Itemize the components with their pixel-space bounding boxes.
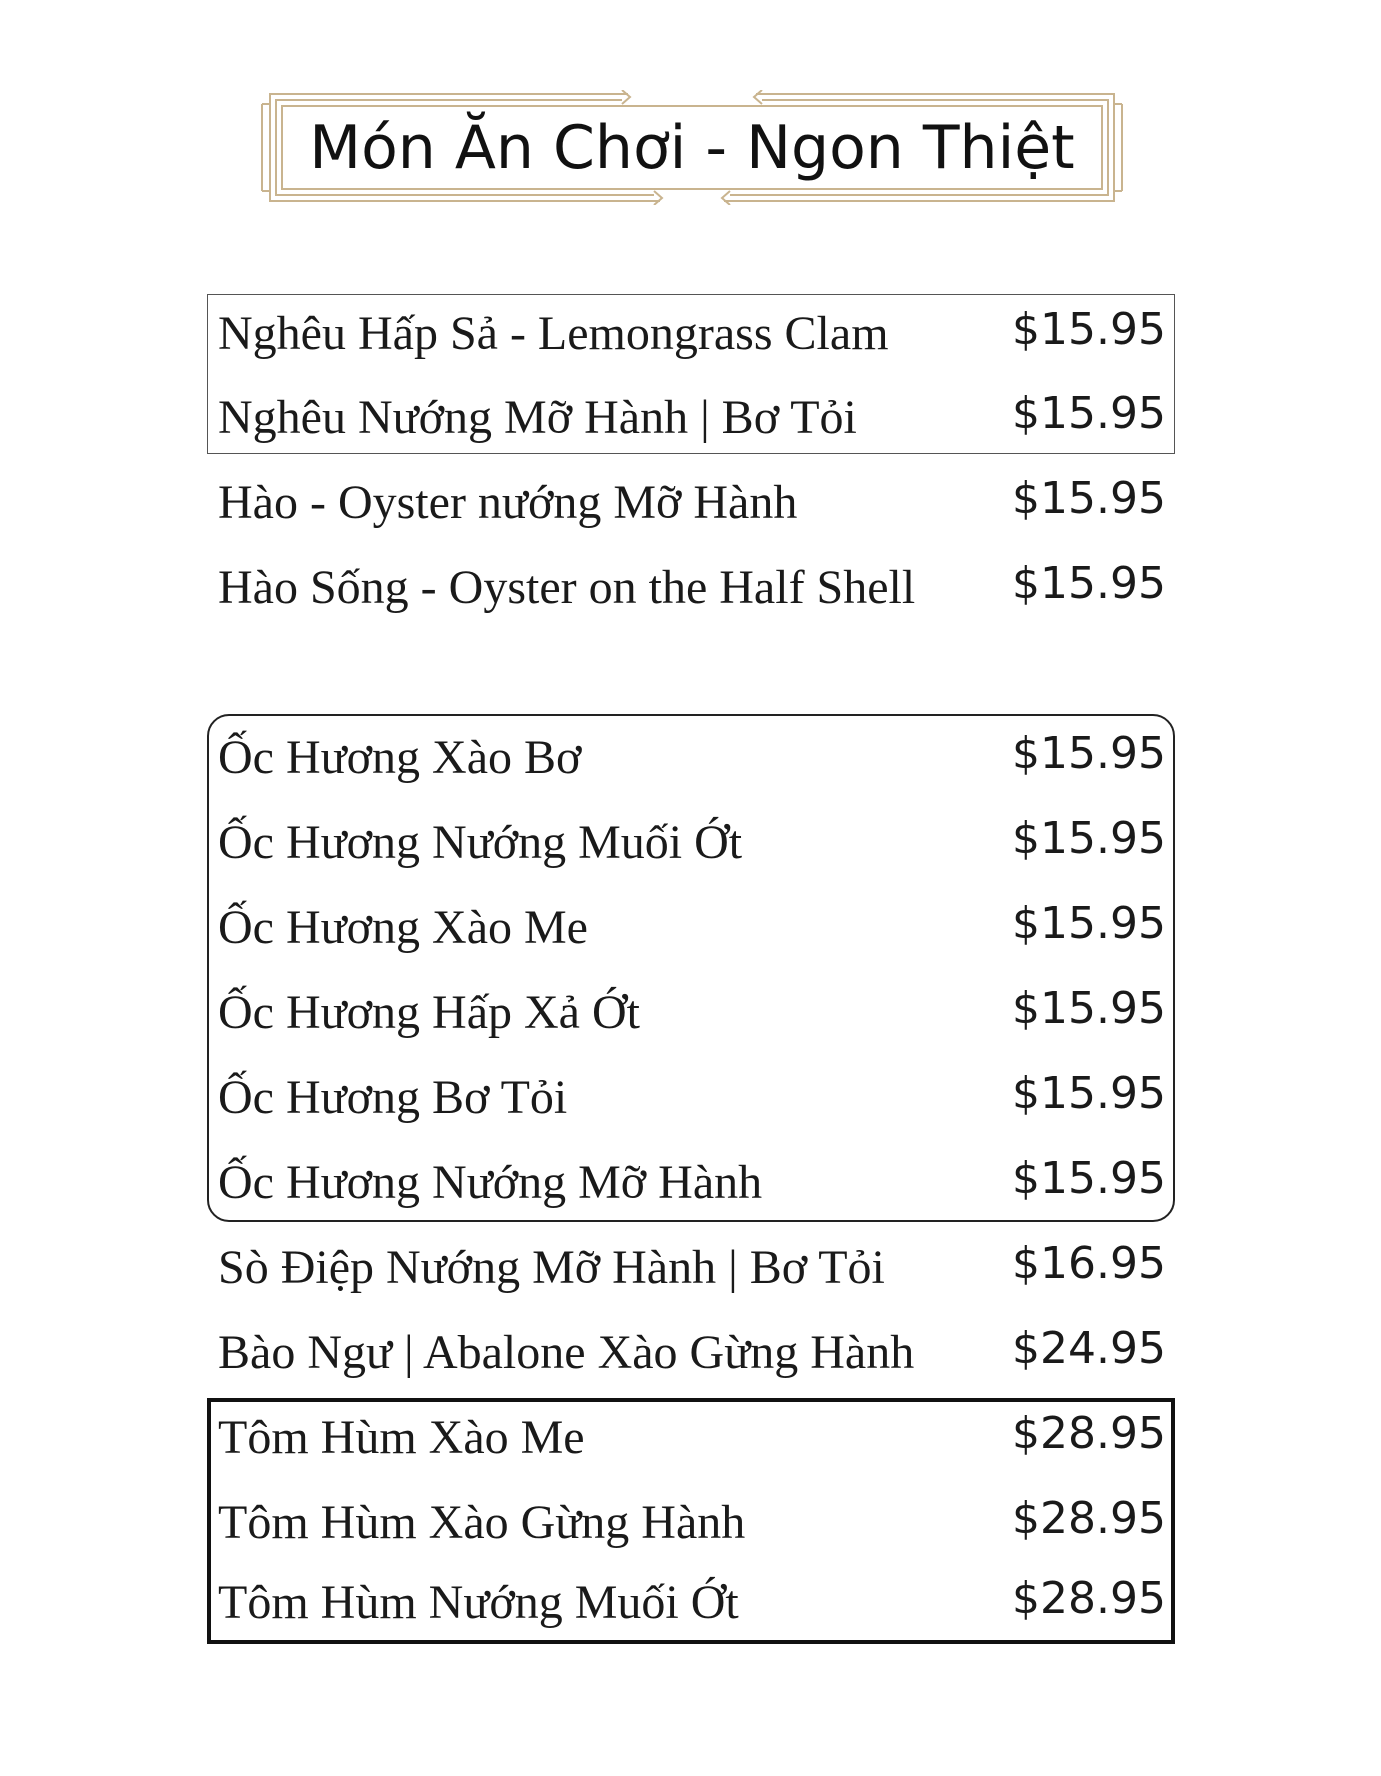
menu-item [218, 720, 1166, 804]
menu-item-price: $15.95 [1012, 304, 1166, 355]
menu-item [218, 380, 1166, 464]
menu-item-price: $24.95 [1012, 1323, 1166, 1374]
menu-item [218, 550, 1166, 634]
menu-item [218, 1230, 1166, 1314]
menu-item-price: $15.95 [1012, 898, 1166, 949]
menu-item-price: $15.95 [1012, 388, 1166, 439]
menu-item-price: $15.95 [1012, 1153, 1166, 1204]
menu-item-price: $15.95 [1012, 983, 1166, 1034]
menu-item-name: Ốc Hương Xào Bơ [218, 731, 582, 784]
menu-item-name: Ốc Hương Xào Me [218, 901, 588, 954]
menu-item-name: Ốc Hương Bơ Tỏi [218, 1071, 568, 1124]
menu-item-name: Nghêu Hấp Sả - Lemongrass Clam [218, 307, 889, 360]
menu-item-price: $15.95 [1012, 473, 1166, 524]
menu-item [218, 890, 1166, 974]
menu-item [218, 1060, 1166, 1144]
menu-item [218, 1315, 1166, 1399]
menu-item [218, 805, 1166, 889]
menu-item-price: $15.95 [1012, 728, 1166, 779]
menu-item-price: $28.95 [1012, 1573, 1166, 1624]
menu-item-price: $28.95 [1012, 1408, 1166, 1459]
menu-item [218, 465, 1166, 549]
menu-item [218, 975, 1166, 1059]
menu-item-name: Nghêu Nướng Mỡ Hành | Bơ Tỏi [218, 391, 857, 444]
menu-item-price: $15.95 [1012, 1068, 1166, 1119]
menu-item-price: $15.95 [1012, 558, 1166, 609]
menu-item-name: Hào Sống - Oyster on the Half Shell [218, 561, 916, 614]
menu-item-name: Ốc Hương Nướng Muối Ớt [218, 816, 743, 869]
menu-item [218, 1400, 1166, 1484]
menu-item-name: Tôm Hùm Xào Me [218, 1411, 585, 1464]
menu-item-name: Ốc Hương Nướng Mỡ Hành [218, 1156, 763, 1209]
menu-item [218, 1145, 1166, 1229]
menu-item-price: $28.95 [1012, 1493, 1166, 1544]
menu-item-name: Sò Điệp Nướng Mỡ Hành | Bơ Tỏi [218, 1241, 885, 1294]
menu-item-price: $15.95 [1012, 813, 1166, 864]
menu-item-name: Tôm Hùm Nướng Muối Ớt [218, 1576, 739, 1629]
menu-item [218, 1565, 1166, 1649]
menu-item-name: Tôm Hùm Xào Gừng Hành [218, 1496, 746, 1549]
menu-title: Món Ăn Chơi - Ngon Thiệt [309, 112, 1075, 183]
menu-item [218, 1485, 1166, 1569]
menu-item-name: Ốc Hương Hấp Xả Ớt [218, 986, 640, 1039]
title-banner [258, 90, 1126, 205]
menu-item-name: Bào Ngư | Abalone Xào Gừng Hành [218, 1326, 915, 1379]
menu-item-name: Hào - Oyster nướng Mỡ Hành [218, 476, 798, 529]
menu-item-price: $16.95 [1012, 1238, 1166, 1289]
menu-item [218, 296, 1166, 380]
